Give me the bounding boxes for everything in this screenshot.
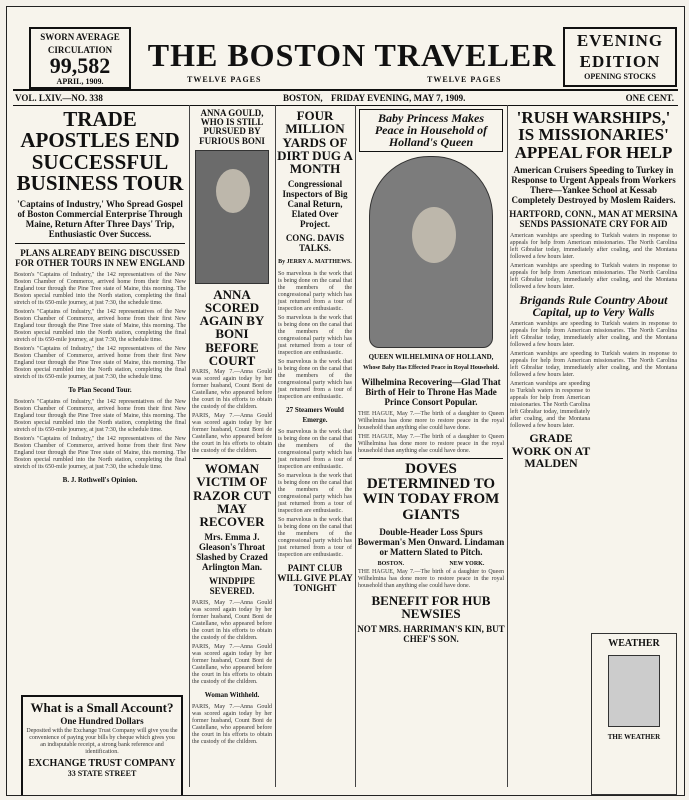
- portrait-face: [216, 169, 250, 213]
- deck-canal: Congressional Inspectors of Big Canal Return, Elated Over Project.: [282, 179, 348, 230]
- article-body-filler-2: Boston's "Captains of Industry," the 142 representatives of the New Boston Chamber of Commerce, arrived home from their first New England tour through the Pine Tree state of Maine, this morning. The Boston special rumbled into the North station, completing the final stretch of its 650-mile journey, at just 7:30, the schedule time.: [14, 345, 186, 380]
- headline-rush-warships: 'RUSH WARSHIPS,' IS MISSIONARIES' APPEAL FOR HELP: [514, 108, 673, 162]
- article-body-filler-3: American warships are speeding to Turkish waters in response to appeals for help from American missionaries. The North Carolina left Gibraltar today, immediately after coaling, and the Montana followed a few hours later.: [510, 351, 677, 379]
- twelve-pages-left: TWELVE PAGES: [187, 75, 262, 84]
- photo-caption-2: Whose Baby Has Effected Peace in Royal Household.: [363, 364, 499, 371]
- subhead-second-tour: To Plan Second Tour.: [68, 385, 132, 394]
- column-trade-apostles: [11, 105, 190, 787]
- headline-harriman: NOT MRS. HARRIMAN'S KIN, BUT CHEF'S SON.: [357, 624, 505, 645]
- circulation-number: 99,582: [49, 53, 111, 78]
- deck-doves: Double-Header Loss Spurs Bowerman's Men Onward. Lindaman or Mattern Slated to Pitch.: [357, 526, 505, 557]
- dateline: [13, 89, 678, 106]
- photo-caption: QUEEN WILHELMINA OF HOLLAND,: [368, 352, 494, 361]
- divider: [359, 458, 503, 459]
- ad-address: 33 STATE STREET: [67, 769, 137, 778]
- headline-four-million: FOUR MILLION YARDS OF DIRT DUG A MONTH: [277, 108, 353, 176]
- divider: [15, 243, 185, 244]
- deck-razor: Mrs. Emma J. Gleason's Throat Slashed by Crazed Arlington Man.: [196, 532, 268, 573]
- lineup-boston: BOSTON.: [377, 560, 405, 567]
- lineup-new-york: NEW YORK.: [449, 560, 485, 567]
- circulation-month: APRIL, 1909.: [56, 77, 104, 86]
- article-body-filler-4: American warships are speeding to Turkish waters in response to appeals for help from American missionaries. The North Carolina left Gibraltar today, immediately after coaling, and the Montana followed a few hours later.: [510, 381, 590, 430]
- weather-illustration: [608, 655, 660, 727]
- headline-brigands: Brigands Rule Country About Capital, up to Very Walls: [519, 292, 668, 320]
- headline-trade-apostles: TRADE APOSTLES END SUCCESSFUL BUSINESS TOUR: [16, 107, 184, 196]
- weather-title: WEATHER: [608, 638, 660, 649]
- edition-box: [563, 27, 677, 87]
- article-body-filler: PARIS, May 7.—Anna Gould was scored again today by her former husband, Count Boni de Castellane, who appeared before the court in his efforts to obtain the custody of the children.: [192, 413, 272, 455]
- anna-gould-photo: [195, 150, 269, 284]
- byline: By JERRY A. MATTHEWS.: [278, 259, 352, 266]
- article-body-filler-2: PARIS, May 7.—Anna Gould was scored again today by her former husband, Count Boni de Castellane, who appeared before the court in his efforts to obtain the custody of the children.: [192, 600, 272, 642]
- masthead: THE BOSTON TRAVELER: [147, 37, 557, 73]
- subhead-windpipe: WINDPIPE SEVERED.: [208, 576, 255, 597]
- column-anna-gould: [189, 105, 276, 787]
- ad-amount: One Hundred Dollars: [60, 716, 144, 726]
- headline-anna-scored: ANNA SCORED AGAIN BY BONI BEFORE COURT: [199, 286, 265, 368]
- article-body-filler-2: So marvelous is the work that is being done on the canal that the members of the congressional party which has just returned from a tour of inspection are enthusiastic.: [278, 359, 352, 401]
- subhead-steamers: 27 Steamers Would Emerge.: [286, 406, 344, 425]
- subhead-woman: Woman Withheld.: [204, 691, 260, 700]
- article-body: American warships are speeding to Turkish waters in response to appeals for help from American missionaries. The North Carolina left Gibraltar today, immediately after coaling, and the Montana followed a few hours later.: [510, 232, 677, 260]
- photo-headline: ANNA GOULD, WHO IS STILL PURSUED BY FURIOUS BONI: [199, 108, 265, 146]
- edition-title: EVENING: [576, 31, 664, 50]
- subhead-davis: CONG. DAVIS TALKS.: [285, 233, 345, 254]
- volume: VOL. LXIV.—NO. 338: [15, 93, 103, 103]
- divider: [193, 458, 271, 459]
- weather-box: [591, 633, 677, 795]
- column-queen: [355, 105, 508, 787]
- article-body-filler-4: PARIS, May 7.—Anna Gould was scored again today by her former husband, Count Boni de Castellane, who appeared before the court in his efforts to obtain the custody of the children.: [192, 704, 272, 746]
- article-body-filler-4: So marvelous is the work that is being done on the canal that the members of the congressional party which has just returned from a tour of inspection are enthusiastic.: [278, 473, 352, 515]
- article-body: Boston's "Captains of Industry," the 142 representatives of the New Boston Chamber of Commerce, arrived home from their first New England tour through the Pine Tree state of Maine, this morning. The Boston special rumbled into the North station, completing the final stretch of its 650-mile journey, at just 7:30, the schedule time.: [14, 271, 186, 306]
- article-body-filler: THE HAGUE, May 7.—The birth of a daughter to Queen Wilhelmina has done more to restore peace in the royal household than anything else could have done.: [358, 433, 504, 454]
- article-body-filler-4: Boston's "Captains of Industry," the 142 representatives of the New Boston Chamber of Commerce, arrived home from their first New England tour through the Pine Tree state of Maine, this morning. The Boston special rumbled into the North station, completing the final stretch of its 650-mile journey, at just 7:30, the schedule time.: [14, 435, 186, 470]
- headline-doves: DOVES DETERMINED TO WIN TODAY FROM GIANTS: [362, 460, 500, 523]
- deck-wilhelmina: Wilhelmina Recovering—Glad That Birth of Heir to Throne Has Made Prince Consort Popular.: [361, 376, 501, 407]
- article-body-filler: Boston's "Captains of Industry," the 142 representatives of the New Boston Chamber of Commerce, arrived home from their first New England tour through the Pine Tree state of Maine, this morning. The Boston special rumbled into the North station, completing the final stretch of its 650-mile journey, at just 7:30, the schedule time.: [14, 308, 186, 343]
- ad-company: EXCHANGE TRUST COMPANY: [28, 758, 176, 769]
- edition-title-2: EDITION: [579, 52, 661, 71]
- twelve-pages-right: TWELVE PAGES: [427, 75, 502, 84]
- circulation-label: SWORN AVERAGE: [40, 32, 120, 42]
- article-body-filler-2: THE HAGUE, May 7.—The birth of a daughter to Queen Wilhelmina has done more to restore peace in the royal household than anything else could have done.: [358, 568, 504, 589]
- article-body: PARIS, May 7.—Anna Gould was scored again today by her former husband, Count Boni de Castellane, who appeared before the court in his efforts to obtain the custody of the children.: [192, 369, 272, 411]
- article-body-filler-3: So marvelous is the work that is being done on the canal that the members of the congressional party which has just returned from a tour of inspection are enthusiastic.: [278, 429, 352, 471]
- deck-trade-apostles: 'Captains of Industry,' Who Spread Gospel of Boston Commercial Enterprise Through Maine, Return After Three Days' Trip, Enthusiastic Over Success.: [17, 198, 183, 239]
- headline-benefit: BENEFIT FOR HUB NEWSIES: [371, 592, 491, 622]
- price: ONE CENT.: [625, 93, 674, 103]
- circulation-label-2: CIRCULATION: [47, 45, 113, 55]
- article-body-filler-3: PARIS, May 7.—Anna Gould was scored again today by her former husband, Count Boni de Castellane, who appeared before the court in his efforts to obtain the custody of the children.: [192, 644, 272, 686]
- headline-razor: WOMAN VICTIM OF RAZOR CUT MAY RECOVER: [193, 461, 271, 530]
- article-body-filler-5: So marvelous is the work that is being done on the canal that the members of the congressional party which has just returned from a tour of inspection are enthusiastic.: [278, 517, 352, 559]
- newspaper-page: [6, 6, 685, 796]
- weather-subtitle: THE WEATHER: [607, 733, 661, 741]
- subhead-hartford: HARTFORD, CONN., MAN AT MERSINA SENDS PASSIONATE CRY FOR AID: [509, 208, 678, 229]
- column-canal: [275, 105, 356, 787]
- queen-photo: [369, 156, 493, 348]
- ad-body: Deposited with the Exchange Trust Company will give you the convenience of paying your bills by cheque which gives you an indisputable receipt, a strong bank reference and identification.: [26, 728, 178, 755]
- edition-sub: OPENING STOCKS: [584, 72, 656, 81]
- deck-warships: American Cruisers Speeding to Turkey in Response to Urgent Appeals from Workers There—Yankee School at Kessab Completely Destroyed by Moslem Raiders.: [511, 164, 676, 205]
- lineups: [355, 561, 507, 567]
- exchange-trust-ad: [21, 695, 183, 796]
- article-body: So marvelous is the work that is being done on the canal that the members of the congressional party which has just returned from a tour of inspection are enthusiastic.: [278, 271, 352, 313]
- circulation-box: [29, 27, 131, 89]
- subhead-rothwell: B. J. Rothwell's Opinion.: [62, 475, 138, 484]
- subhead-plans: PLANS ALREADY BEING DISCUSSED FOR OTHER TOURS IN NEW ENGLAND: [15, 247, 185, 268]
- portrait-face: [412, 207, 456, 263]
- dateline-date: FRIDAY EVENING, MAY 7, 1909.: [331, 93, 466, 103]
- article-body-filler-3: Boston's "Captains of Industry," the 142 representatives of the New Boston Chamber of Commerce, arrived home from their first New England tour through the Pine Tree state of Maine, this morning. The Boston special rumbled into the North station, completing the final stretch of its 650-mile journey, at just 7:30, the schedule time.: [14, 398, 186, 433]
- headline-malden: GRADE WORK ON AT MALDEN: [511, 431, 591, 470]
- article-body-filler: So marvelous is the work that is being done on the canal that the members of the congressional party which has just returned from a tour of inspection are enthusiastic.: [278, 315, 352, 357]
- article-body: THE HAGUE, May 7.—The birth of a daughter to Queen Wilhelmina has done more to restore peace in the royal household than anything else could have done.: [358, 410, 504, 431]
- article-body-filler-2: American warships are speeding to Turkish waters in response to appeals for help from American missionaries. The North Carolina left Gibraltar today, immediately after coaling, and the Montana followed a few hours later.: [510, 321, 677, 349]
- headline-paint-club: PAINT CLUB WILL GIVE PLAY TONIGHT: [277, 563, 353, 594]
- article-body-filler: American warships are speeding to Turkish waters in response to appeals for help from American missionaries. The North Carolina left Gibraltar today, immediately after coaling, and the Montana followed a few hours later.: [510, 262, 677, 290]
- ad-title: What is a Small Account?: [30, 700, 174, 715]
- banner-baby-princess: Baby Princess Makes Peace in Household of Holland's Queen: [359, 109, 503, 152]
- dateline-place: BOSTON,: [283, 93, 323, 103]
